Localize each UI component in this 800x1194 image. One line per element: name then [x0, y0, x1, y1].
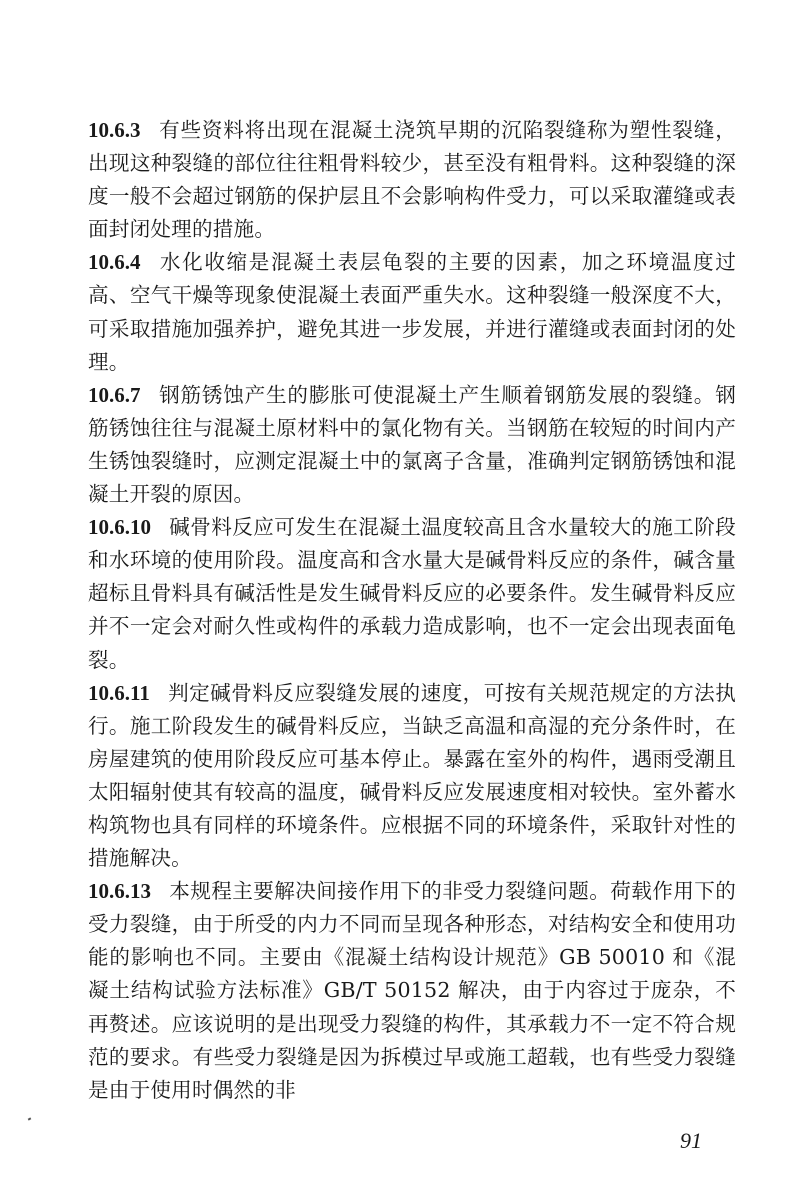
clause-text: 钢筋锈蚀产生的膨胀可使混凝土产生顺着钢筋发展的裂缝。钢筋锈蚀往往与混凝土原材料中的氯化物有关。当钢筋在较短的时间内产生锈蚀裂缝时，应测定混凝土中的氯离子含量，准确判定钢筋锈蚀和混凝土开裂的原因。	[88, 382, 736, 507]
clause-number: 10.6.10	[88, 515, 151, 540]
clause-text: 判定碱骨料反应裂缝发展的速度，可按有关规范规定的方法执行。施工阶段发生的碱骨料反应，当缺乏高温和高湿的充分条件时，在房屋建筑的使用阶段反应可基本停止。暴露在室外的构件，遇雨受潮且太阳辐射使其有较高的温度，碱骨料反应发展速度相对较快。室外蓄水构筑物也具有同样的环境条件。应根据不同的环境条件，采取针对性的措施解决。	[88, 680, 736, 871]
clause-10-6-13	[88, 875, 736, 1107]
clause-text: 本规程主要解决间接作用下的非受力裂缝问题。荷载作用下的受力裂缝，由于所受的内力不同而呈现各种形态，对结构安全和使用功能的影响也不同。主要由《混凝土结构设计规范》GB 50010 和《混凝土结构试验方法标准》GB/T 50152 解决，由于内容过于庞杂，不再赘述。应该说明的是出现受力裂缝的构件，其承载力不一定不符合规范的要求。有些受力裂缝是因为拆模过早或施工超载，也有些受力裂缝是由于使用时偶然的非	[88, 879, 736, 1102]
clause-number: 10.6.4	[88, 250, 141, 275]
clause-10-6-3	[88, 114, 736, 246]
clause-number: 10.6.11	[88, 680, 150, 705]
clause-text: 碱骨料反应可发生在混凝土温度较高且含水量较大的施工阶段和水环境的使用阶段。温度高和含水量大是碱骨料反应的条件，碱含量超标且骨料具有碱活性是发生碱骨料反应的必要条件。发生碱骨料反应并不一定会对耐久性或构件的承载力造成影响，也不一定会出现表面龟裂。	[88, 515, 736, 672]
clause-text: 有些资料将出现在混凝土浇筑早期的沉陷裂缝称为塑性裂缝，出现这种裂缝的部位往往粗骨料较少，甚至没有粗骨料。这种裂缝的深度一般不会超过钢筋的保护层且不会影响构件受力，可以采取灌缝或表面封闭处理的措施。	[88, 118, 736, 242]
clause-number: 10.6.7	[88, 382, 141, 407]
clause-10-6-11	[88, 677, 736, 876]
scan-speck-mark	[28, 1117, 32, 1120]
clause-10-6-7	[88, 379, 736, 511]
clause-text: 水化收缩是混凝土表层龟裂的主要的因素，加之环境温度过高、空气干燥等现象使混凝土表面严重失水。这种裂缝一般深度不大，可采取措施加强养护，避免其进一步发展，并进行灌缝或表面封闭的处理。	[88, 250, 736, 374]
clause-10-6-10	[88, 511, 736, 676]
clause-10-6-4	[88, 246, 736, 378]
page-body	[88, 114, 736, 1107]
page-number: 91	[680, 1128, 702, 1153]
clause-number: 10.6.13	[88, 879, 151, 904]
clause-number: 10.6.3	[88, 118, 141, 142]
